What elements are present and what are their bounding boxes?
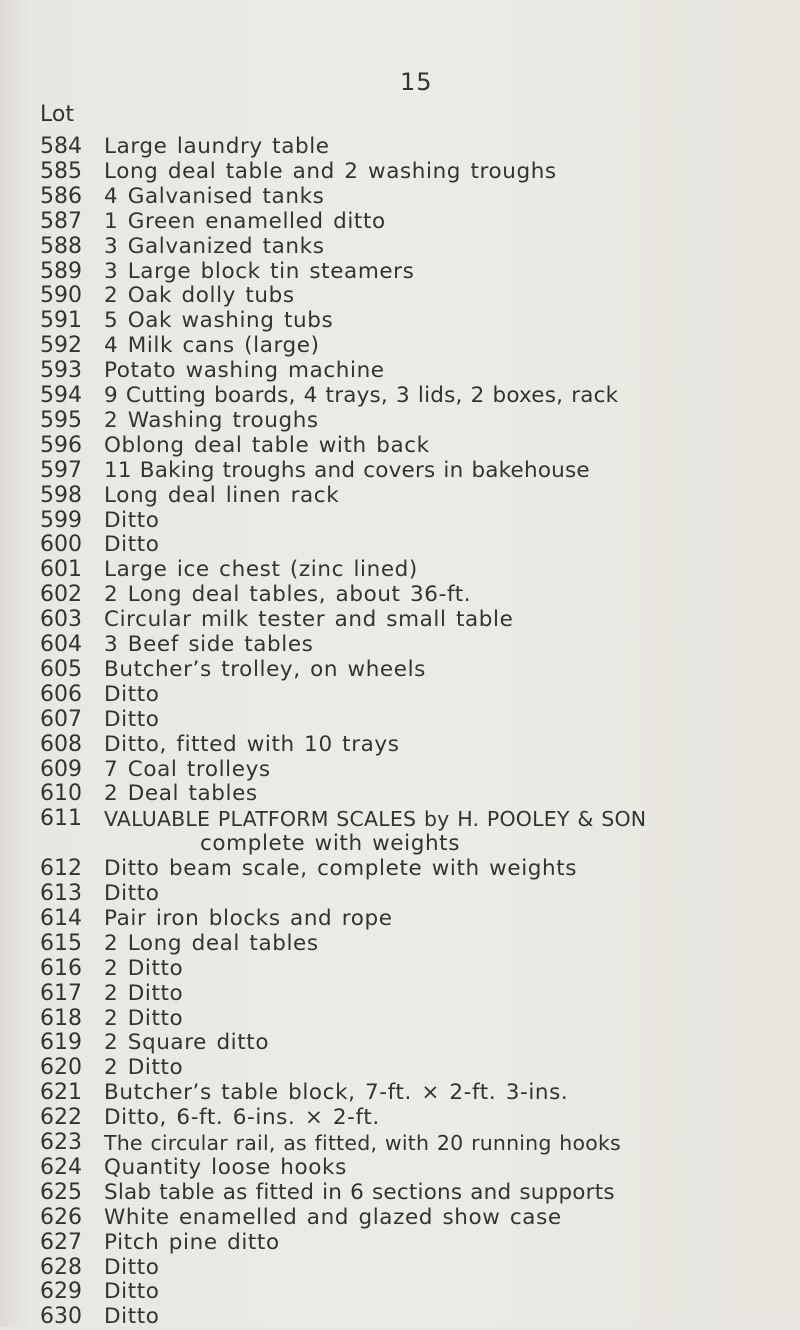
lot-description: Ditto — [104, 881, 160, 906]
lot-description: Ditto — [104, 532, 160, 558]
lot-number: 597 — [40, 457, 82, 483]
lot-number: 607 — [40, 706, 82, 732]
lot-description: Quantity loose hooks — [104, 1154, 347, 1180]
lot-number: 610 — [40, 781, 82, 807]
lot-description: 3 Galvanized tanks — [104, 233, 325, 259]
lot-number: 592 — [40, 333, 82, 359]
lot-number: 585 — [40, 158, 82, 184]
lot-description: Ditto — [104, 681, 160, 707]
lot-description: 2 Long deal tables — [104, 930, 319, 956]
lot-description: VALUABLE PLATFORM SCALES by H. POOLEY & SON — [104, 807, 647, 832]
lot-description: Long deal linen rack — [104, 482, 340, 508]
lot-description: Ditto — [104, 1279, 160, 1305]
lot-description: 2 Ditto — [104, 980, 184, 1006]
lot-description: Oblong deal table with back — [104, 432, 430, 458]
lot-description: 2 Ditto — [104, 955, 184, 981]
lot-number: 605 — [40, 656, 82, 682]
lot-number: 623 — [40, 1130, 82, 1155]
lot-description: Ditto, fitted with 10 trays — [104, 731, 400, 757]
lot-description: 2 Square ditto — [104, 1030, 270, 1056]
lot-description: 1 Green enamelled ditto — [104, 208, 386, 234]
lot-number: 593 — [40, 358, 82, 384]
lot-number: 603 — [40, 607, 82, 633]
lot-description: 4 Milk cans (large) — [104, 333, 320, 359]
lot-number: 587 — [40, 208, 82, 234]
lot-description: Butcher’s table block, 7-ft. × 2-ft. 3-ins. — [104, 1080, 569, 1106]
lot-number: 595 — [40, 407, 82, 433]
lot-number: 586 — [40, 183, 82, 209]
lot-number: 628 — [40, 1254, 82, 1280]
lot-number: 608 — [40, 731, 82, 757]
lot-number: 609 — [40, 756, 82, 782]
lot-number: 600 — [40, 532, 82, 558]
lot-number: 612 — [40, 856, 82, 882]
lot-number: 629 — [40, 1279, 82, 1305]
lot-number: 618 — [40, 1005, 82, 1031]
page-number: 15 — [400, 68, 433, 96]
lot-number: 591 — [40, 308, 82, 334]
lot-description: Ditto — [104, 1304, 160, 1330]
lot-description: 2 Oak dolly tubs — [104, 283, 295, 309]
lot-description: Butcher’s trolley, on wheels — [104, 656, 426, 682]
lot-number: 602 — [40, 582, 82, 608]
lot-number: 604 — [40, 632, 82, 657]
lot-number: 616 — [40, 955, 82, 981]
lot-description: 5 Oak washing tubs — [104, 308, 334, 334]
lot-description: 3 Large block tin steamers — [104, 258, 415, 284]
lot-column-heading: Lot — [40, 102, 74, 127]
lot-description: 2 Ditto — [104, 1005, 184, 1031]
lot-description: Large laundry table — [104, 134, 330, 159]
lot-number: 626 — [40, 1204, 82, 1230]
lot-number: 589 — [40, 258, 82, 284]
lot-description: Long deal table and 2 washing troughs — [104, 158, 557, 184]
lot-description: Ditto beam scale, complete with weights — [104, 856, 578, 882]
lot-number: 599 — [40, 507, 82, 533]
lot-description: Pair iron blocks and rope — [104, 905, 393, 931]
lot-number: 611 — [40, 806, 82, 832]
lot-description: Potato washing machine — [104, 358, 385, 384]
lot-description: 4 Galvanised tanks — [104, 183, 325, 209]
lot-description: Slab table as fitted in 6 sections and supports — [104, 1179, 615, 1205]
lot-description: 3 Beef side tables — [104, 632, 314, 657]
lot-description: 2 Deal tables — [104, 781, 258, 807]
lot-number: 613 — [40, 881, 82, 906]
lot-description: Circular milk tester and small table — [104, 607, 514, 633]
lot-description: White enamelled and glazed show case — [104, 1204, 562, 1230]
lot-number: 624 — [40, 1154, 82, 1180]
lot-number: 627 — [40, 1229, 82, 1255]
lot-number: 598 — [40, 482, 82, 508]
lot-description: 9 Cutting boards, 4 trays, 3 lids, 2 boxes, rack — [104, 383, 619, 408]
lot-description: 7 Coal trolleys — [104, 756, 271, 782]
lot-number: 625 — [40, 1179, 82, 1205]
lot-number: 590 — [40, 283, 82, 309]
lot-number: 606 — [40, 681, 82, 707]
lot-description: Ditto, 6-ft. 6-ins. × 2-ft. — [104, 1105, 380, 1131]
lot-number: 619 — [40, 1030, 82, 1056]
lot-number: 601 — [40, 557, 82, 583]
lot-description: 2 Washing troughs — [104, 407, 319, 433]
lot-description: Pitch pine ditto — [104, 1229, 280, 1255]
lot-description: 2 Long deal tables, about 36-ft. — [104, 582, 472, 608]
lot-number: 588 — [40, 233, 82, 259]
lot-number: 617 — [40, 980, 82, 1006]
lot-number: 622 — [40, 1105, 82, 1131]
lot-description: Large ice chest (zinc lined) — [104, 557, 418, 583]
lot-number: 615 — [40, 930, 82, 956]
lot-description: 11 Baking troughs and covers in bakehouse — [104, 457, 590, 483]
lot-description: Ditto — [104, 507, 160, 533]
lot-number: 614 — [40, 905, 82, 931]
lot-number: 594 — [40, 383, 82, 408]
lot-number: 596 — [40, 432, 82, 458]
lot-description: 2 Ditto — [104, 1055, 184, 1081]
lot-number: 620 — [40, 1055, 82, 1081]
lot-number: 621 — [40, 1080, 82, 1106]
lot-number: 630 — [40, 1304, 82, 1330]
lot-description: Ditto — [104, 706, 160, 732]
lot-number: 584 — [40, 134, 82, 159]
lot-description-continuation: complete with weights — [200, 831, 460, 857]
lot-description: Ditto — [104, 1254, 160, 1280]
lot-description: The circular rail, as fitted, with 20 running hooks — [104, 1131, 621, 1155]
